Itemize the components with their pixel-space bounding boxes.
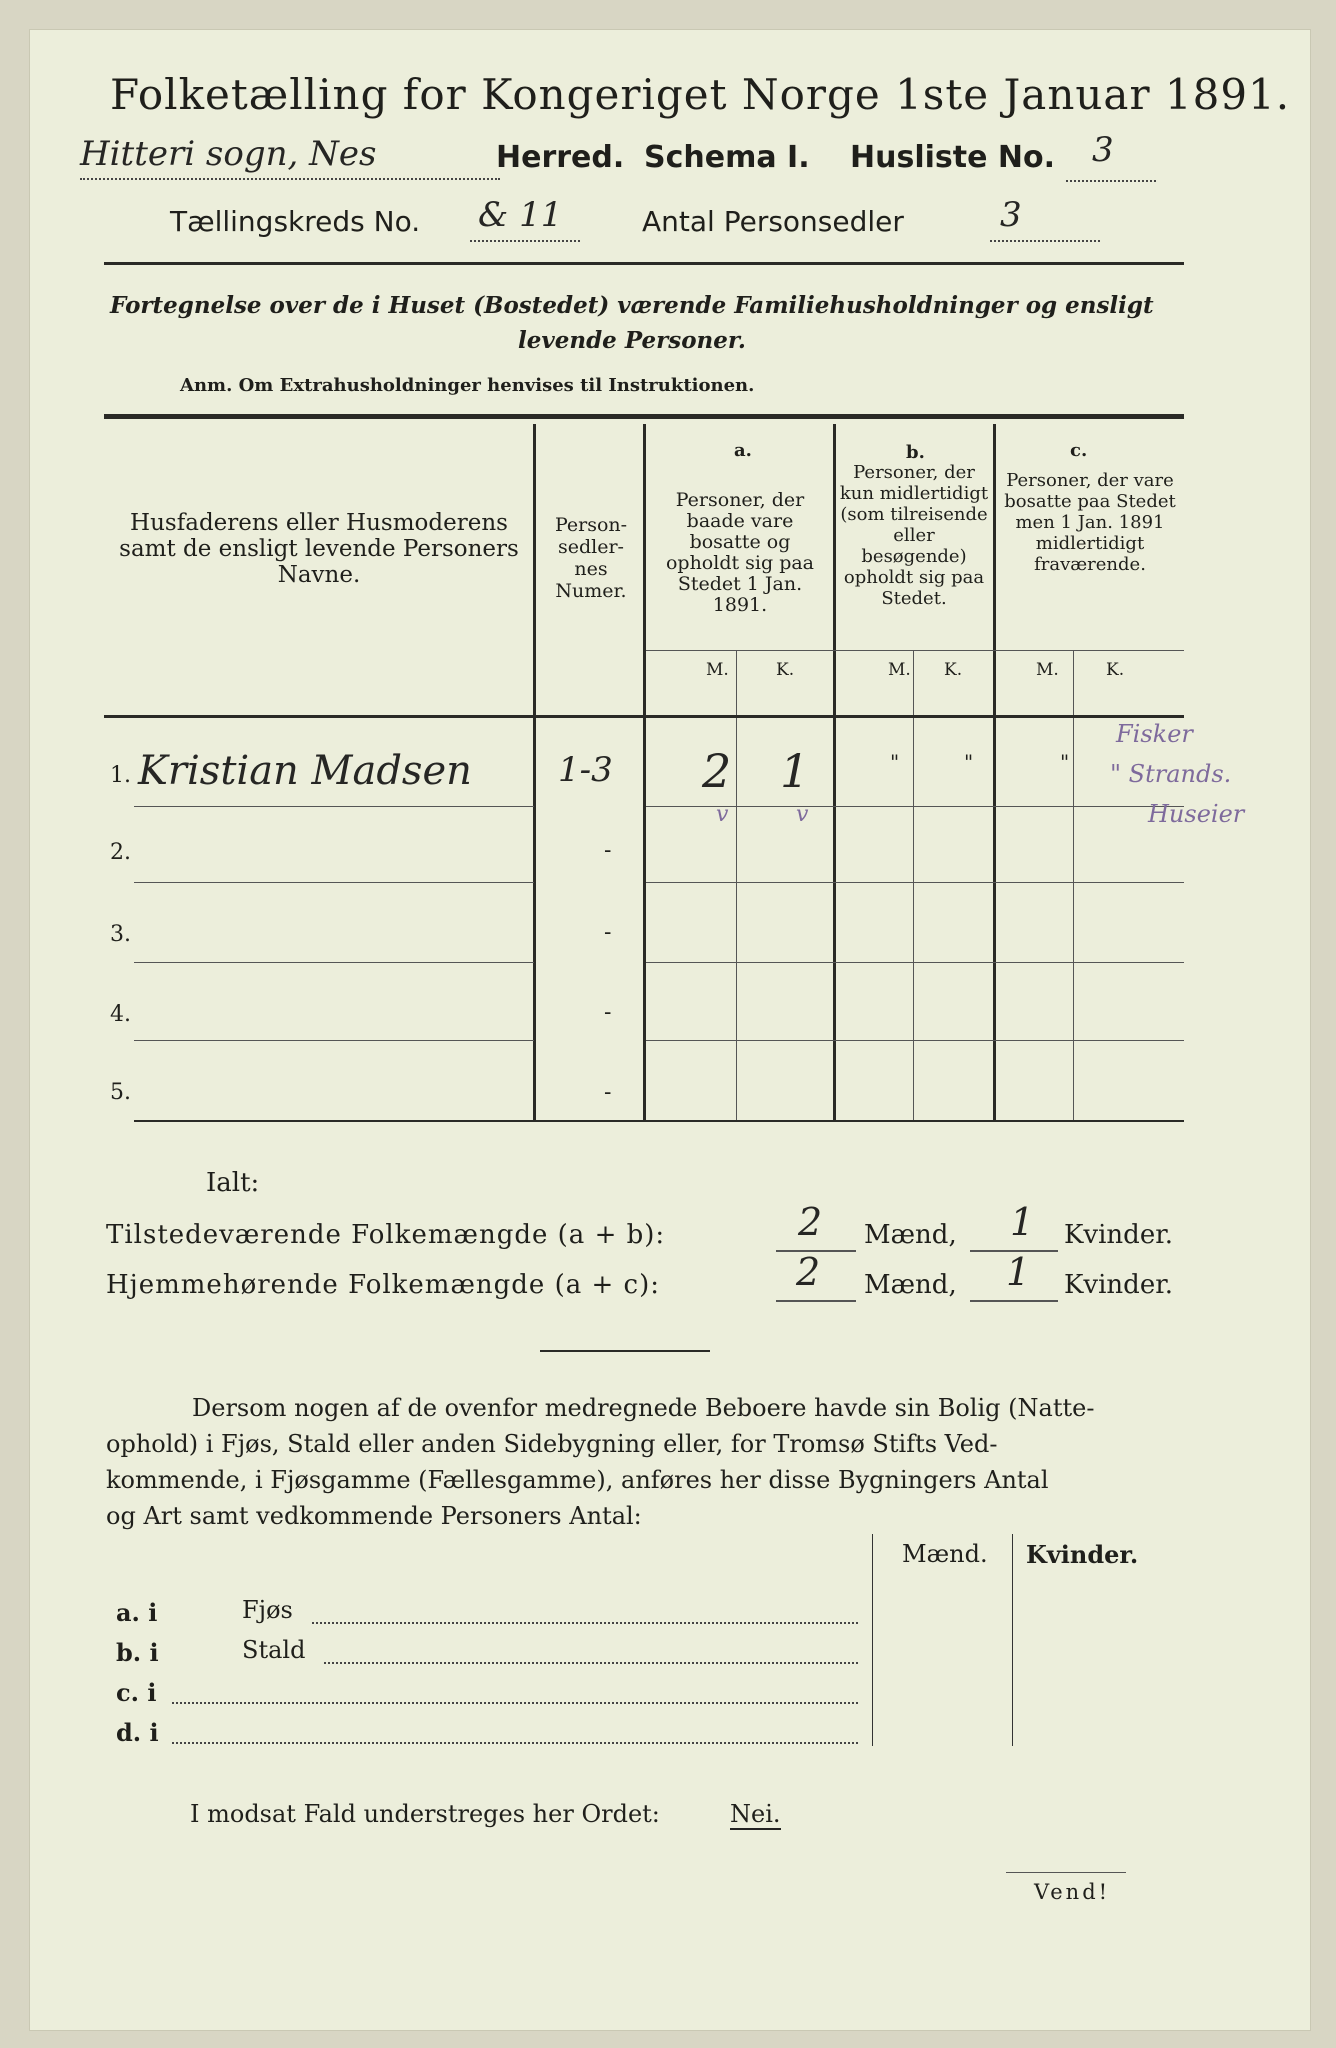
a-men-count: 2 <box>702 744 732 798</box>
b-women-ditto: " <box>964 750 974 774</box>
herred-handwritten: Hitteri sogn, Nes <box>80 134 377 174</box>
hjem-label: Hjemmehørende Folkemængde (a + c): <box>106 1270 660 1300</box>
hjem-women-line <box>970 1300 1058 1302</box>
tilst-kvinder: Kvinder. <box>1064 1220 1174 1250</box>
row-line-2 <box>134 882 534 883</box>
antal-dotted-line <box>990 240 1100 242</box>
row-line-2b <box>646 882 1184 883</box>
buildings-kvinder-header: Kvinder. <box>1026 1540 1139 1569</box>
col-num-header: Person-sedler-nes Numer. <box>554 514 628 602</box>
occupation-note-3: Huseier <box>1148 800 1245 828</box>
a-m-label: M. <box>706 660 729 680</box>
buildings-maend-header: Mænd. <box>902 1540 988 1568</box>
row-b-label: b. i <box>116 1638 159 1667</box>
stald-dotted-line <box>324 1662 858 1664</box>
sedler-number: 1-3 <box>558 750 613 790</box>
antal-label: Antal Personsedler <box>642 205 904 238</box>
row-line-4 <box>134 1040 534 1041</box>
table-vline-a-mk <box>736 650 737 1120</box>
col-b-header: Personer, der kun midlertidigt (som tilreisende eller besøgende) opholdt sig paa Stedet. <box>839 462 989 609</box>
sedler-dash: - <box>604 920 612 945</box>
col-name-header: Husfaderens eller Husmoderens samt de ensligt levende Personers Navne. <box>119 510 519 588</box>
c-m-label: M. <box>1036 660 1059 680</box>
hjem-kvinder: Kvinder. <box>1064 1270 1174 1300</box>
sedler-dash: - <box>604 1080 612 1105</box>
kreds-dotted-line <box>470 240 580 242</box>
table-vline-a <box>833 424 836 1120</box>
c-men-ditto: " <box>1060 750 1070 774</box>
fjos-dotted-line <box>312 1622 858 1624</box>
intro-line-1: Fortegnelse over de i Huset (Bostedet) værende Familiehusholdninger og ensligt <box>110 292 1154 319</box>
col-c-letter: c. <box>1070 440 1088 461</box>
kreds-label: Tællingskreds No. <box>170 205 421 238</box>
tilst-label: Tilstedeværende Folkemængde (a + b): <box>106 1220 666 1250</box>
antal-handwritten: 3 <box>1000 195 1022 235</box>
occupation-note-2: " Strands. <box>1110 760 1232 788</box>
nei-word: Nei. <box>730 1800 781 1828</box>
buildings-vline-2 <box>1012 1534 1013 1746</box>
row-number: 1. <box>110 763 131 788</box>
tilst-men: 2 <box>798 1200 823 1244</box>
buildings-vline-1 <box>872 1534 873 1746</box>
row-number: 4. <box>110 1002 131 1027</box>
table-vline-b-mk <box>913 650 914 1120</box>
hjem-maend: Mænd, <box>864 1270 957 1300</box>
tilst-women: 1 <box>1010 1200 1035 1244</box>
row-line-1 <box>134 806 534 807</box>
sedler-dash: - <box>604 838 612 863</box>
husliste-handwritten: 3 <box>1092 130 1114 170</box>
tilst-maend: Mænd, <box>864 1220 957 1250</box>
buildings-para-3: kommende, i Fjøsgamme (Fællesgamme), anføres her disse Bygningers Antal <box>106 1466 1049 1494</box>
row-number: 2. <box>110 840 131 865</box>
row-d-label: d. i <box>116 1718 159 1747</box>
b-men-ditto: " <box>890 750 900 774</box>
row-line-3 <box>134 962 534 963</box>
hjem-men-line <box>776 1300 856 1302</box>
sedler-dash: - <box>604 1000 612 1025</box>
row-d-dotted-line <box>172 1742 858 1744</box>
a-women-count: 1 <box>780 744 810 798</box>
a-men-checkmark: v <box>716 802 729 827</box>
hjem-women: 1 <box>1006 1250 1031 1294</box>
person-name: Kristian Madsen <box>138 748 472 794</box>
fjos-label: Fjøs <box>242 1596 293 1624</box>
vend-rule <box>1006 1872 1126 1873</box>
herred-label: Herred. <box>496 140 625 175</box>
occupation-note-1: Fisker <box>1116 720 1193 748</box>
b-k-label: K. <box>944 660 963 680</box>
row-c-dotted-line <box>172 1702 858 1704</box>
row-line-4b <box>646 1040 1184 1041</box>
ialt-label: Ialt: <box>206 1168 260 1198</box>
vend-label: Vend! <box>1034 1880 1111 1904</box>
table-bottom-rule <box>134 1120 1184 1122</box>
census-form-page <box>30 30 1310 2030</box>
col-b-letter: b. <box>906 442 925 463</box>
row-line-3b <box>646 962 1184 963</box>
mk-top-line <box>646 650 1184 651</box>
col-a-header: Personer, der baade vare bosatte og opholdt sig paa Stedet 1 Jan. 1891. <box>665 489 815 616</box>
col-c-header: Personer, der vare bosatte paa Stedet men 1 Jan. 1891 midlertidigt fraværende. <box>1004 470 1176 575</box>
table-vline-c-mk <box>1073 650 1074 1120</box>
schema-label: Schema I. <box>644 140 810 175</box>
separator-rule <box>540 1350 710 1352</box>
table-top-rule <box>104 414 1184 419</box>
header-bottom-rule <box>104 715 1184 718</box>
anm-note: Anm. Om Extrahusholdninger henvises til Instruktionen. <box>180 375 755 396</box>
stald-label: Stald <box>242 1636 306 1664</box>
row-number: 5. <box>110 1080 131 1105</box>
hjem-men: 2 <box>796 1250 821 1294</box>
buildings-para-1: Dersom nogen af de ovenfor medregnede Beboere havde sin Bolig (Natte- <box>192 1394 1095 1422</box>
row-a-label: a. i <box>116 1598 158 1627</box>
form-title: Folketælling for Kongeriget Norge 1ste Januar 1891. <box>110 70 1291 119</box>
c-k-label: K. <box>1106 660 1125 680</box>
col-a-letter: a. <box>734 440 752 461</box>
kreds-handwritten: & 11 <box>478 195 563 235</box>
husliste-label: Husliste No. <box>850 140 1055 175</box>
table-vline-name <box>533 424 536 1120</box>
footer-instruction: I modsat Fald understreges her Ordet: <box>190 1800 660 1828</box>
row-number: 3. <box>110 922 131 947</box>
herred-dotted-line <box>80 178 500 180</box>
b-m-label: M. <box>888 660 911 680</box>
husliste-dotted-line <box>1066 180 1156 182</box>
intro-line-2: levende Personer. <box>518 327 746 354</box>
buildings-para-4: og Art samt vedkommende Personers Antal: <box>106 1502 642 1530</box>
table-vline-num <box>643 424 646 1120</box>
header-rule <box>104 262 1184 265</box>
buildings-para-2: ophold) i Fjøs, Stald eller anden Sidebygning eller, for Tromsø Stifts Ved- <box>106 1430 998 1458</box>
a-women-checkmark: v <box>796 802 809 827</box>
row-c-label: c. i <box>116 1678 157 1707</box>
a-k-label: K. <box>776 660 795 680</box>
